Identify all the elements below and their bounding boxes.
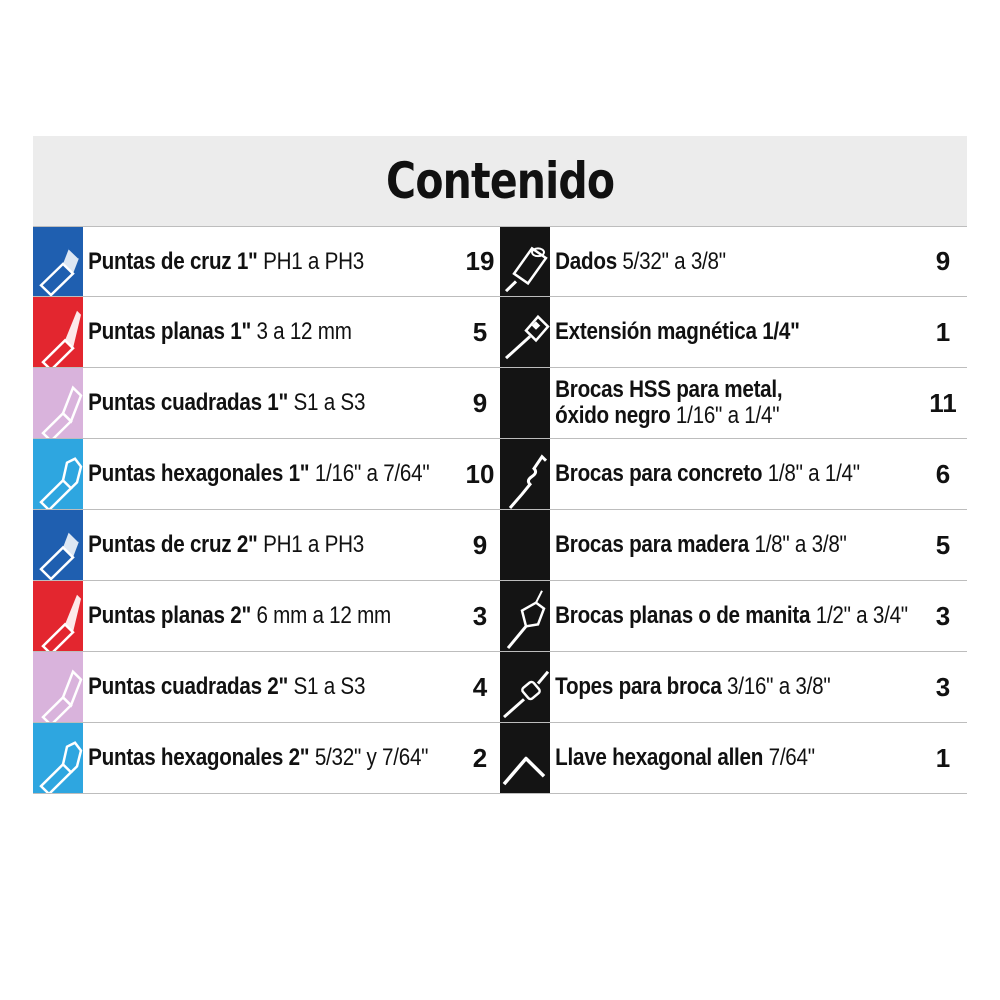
item-label: [550, 674, 909, 700]
item-name: Llave hexagonal allen: [555, 744, 764, 771]
item-count: 19: [465, 246, 495, 276]
item-name: Puntas hexagonales 1": [88, 460, 310, 487]
list-item: [33, 581, 500, 652]
list-item: [500, 226, 967, 297]
item-name: Puntas planas 2": [88, 602, 251, 629]
item-count: 3: [472, 600, 488, 631]
item-name: Brocas para concreto: [555, 460, 763, 487]
item-spec: 7/64": [763, 744, 815, 771]
item-count: 5: [935, 529, 951, 560]
item-label: [550, 249, 909, 275]
list-item: [33, 297, 500, 368]
magnetic-extension-icon: [500, 297, 550, 367]
item-label: [83, 745, 442, 771]
contents-panel: [33, 136, 967, 794]
flat-bit-icon: [33, 297, 83, 367]
hex-bit-icon: [33, 723, 83, 793]
item-spec: 5/32" y 7/64": [309, 744, 429, 771]
item-name: Extensión magnética 1/4": [555, 318, 800, 345]
phillips-bit-icon: [33, 227, 83, 296]
item-name: Puntas de cruz 1": [88, 247, 258, 275]
list-item: [500, 439, 967, 510]
item-name: Brocas para madera: [555, 531, 749, 558]
item-spec: 1/8" a 3/8": [748, 531, 847, 558]
drill-stop-icon: [500, 652, 550, 722]
flat-bit-icon: [33, 581, 83, 651]
right-column: [500, 226, 967, 794]
item-name: Puntas cuadradas 1": [88, 389, 289, 416]
wood-drill-icon: [500, 510, 550, 580]
item-spec: 1/16" a 1/4": [670, 402, 780, 429]
item-count: 1: [935, 316, 951, 347]
list-item: [500, 723, 967, 794]
item-count: 11: [929, 387, 957, 418]
list-item: [33, 723, 500, 794]
hex-bit-icon: [33, 439, 83, 509]
spade-drill-icon: [500, 581, 550, 651]
item-spec: S1 a S3: [288, 673, 366, 700]
list-item: [500, 297, 967, 368]
list-item: [500, 581, 967, 652]
list-item: [500, 368, 967, 439]
item-count: 6: [935, 458, 951, 489]
item-name: Puntas hexagonales 2": [88, 744, 310, 771]
item-spec: 1/8" a 1/4": [762, 460, 860, 487]
item-label: [550, 377, 909, 429]
item-spec: 1/2" a 3/4": [810, 602, 908, 629]
page-title: Contenido: [385, 152, 615, 210]
allen-key-icon: [500, 723, 550, 793]
item-label: [83, 390, 442, 416]
item-label: [550, 603, 909, 629]
item-count: 3: [935, 671, 951, 702]
item-spec: PH1 a PH3: [257, 247, 365, 275]
hss-drill-icon: [500, 368, 550, 438]
item-name: Puntas planas 1": [88, 318, 251, 345]
item-count: 5: [472, 316, 488, 347]
left-column: [33, 226, 500, 794]
list-item: [33, 510, 500, 581]
item-name: Brocas planas o de manita: [555, 602, 811, 629]
item-label: [83, 674, 442, 700]
item-spec: 1/16" a 7/64": [309, 460, 430, 487]
item-spec: 3 a 12 mm: [250, 318, 352, 345]
item-count: 1: [935, 742, 951, 773]
list-item: [500, 652, 967, 723]
item-spec: 6 mm a 12 mm: [250, 602, 391, 629]
item-name-line2: óxido negro: [555, 402, 671, 429]
item-count: 3: [935, 600, 951, 631]
item-name: Topes para broca: [555, 673, 722, 700]
item-label: [83, 249, 442, 275]
item-spec: PH1 a PH3: [257, 531, 365, 558]
list-item: [33, 439, 500, 510]
list-item: [33, 226, 500, 297]
item-name: Dados: [555, 247, 617, 275]
item-label: [550, 461, 909, 487]
contents-grid: [33, 226, 967, 794]
item-count: 9: [935, 246, 951, 276]
phillips-bit-icon: [33, 510, 83, 580]
item-count: 2: [472, 742, 488, 773]
header: [33, 136, 967, 226]
item-label: [83, 461, 442, 487]
item-spec: S1 a S3: [288, 389, 366, 416]
item-name: Puntas cuadradas 2": [88, 673, 289, 700]
item-spec: 3/16" a 3/8": [721, 673, 831, 700]
item-label: [83, 532, 442, 558]
item-spec: 5/32" a 3/8": [616, 247, 726, 275]
concrete-drill-icon: [500, 439, 550, 509]
item-label: [83, 603, 442, 629]
list-item: [500, 510, 967, 581]
socket-icon: [500, 227, 550, 296]
item-count: 4: [472, 671, 488, 702]
square-bit-icon: [33, 652, 83, 722]
list-item: [33, 652, 500, 723]
item-count: 9: [472, 529, 488, 560]
item-label: [83, 319, 442, 345]
item-count: 10: [465, 458, 495, 489]
item-label: [550, 532, 909, 558]
item-label: [550, 319, 909, 345]
item-count: 9: [472, 387, 488, 418]
square-bit-icon: [33, 368, 83, 438]
item-name: Puntas de cruz 2": [88, 531, 258, 558]
list-item: [33, 368, 500, 439]
item-name: Brocas HSS para metal,: [555, 376, 783, 403]
item-label: [550, 745, 909, 771]
